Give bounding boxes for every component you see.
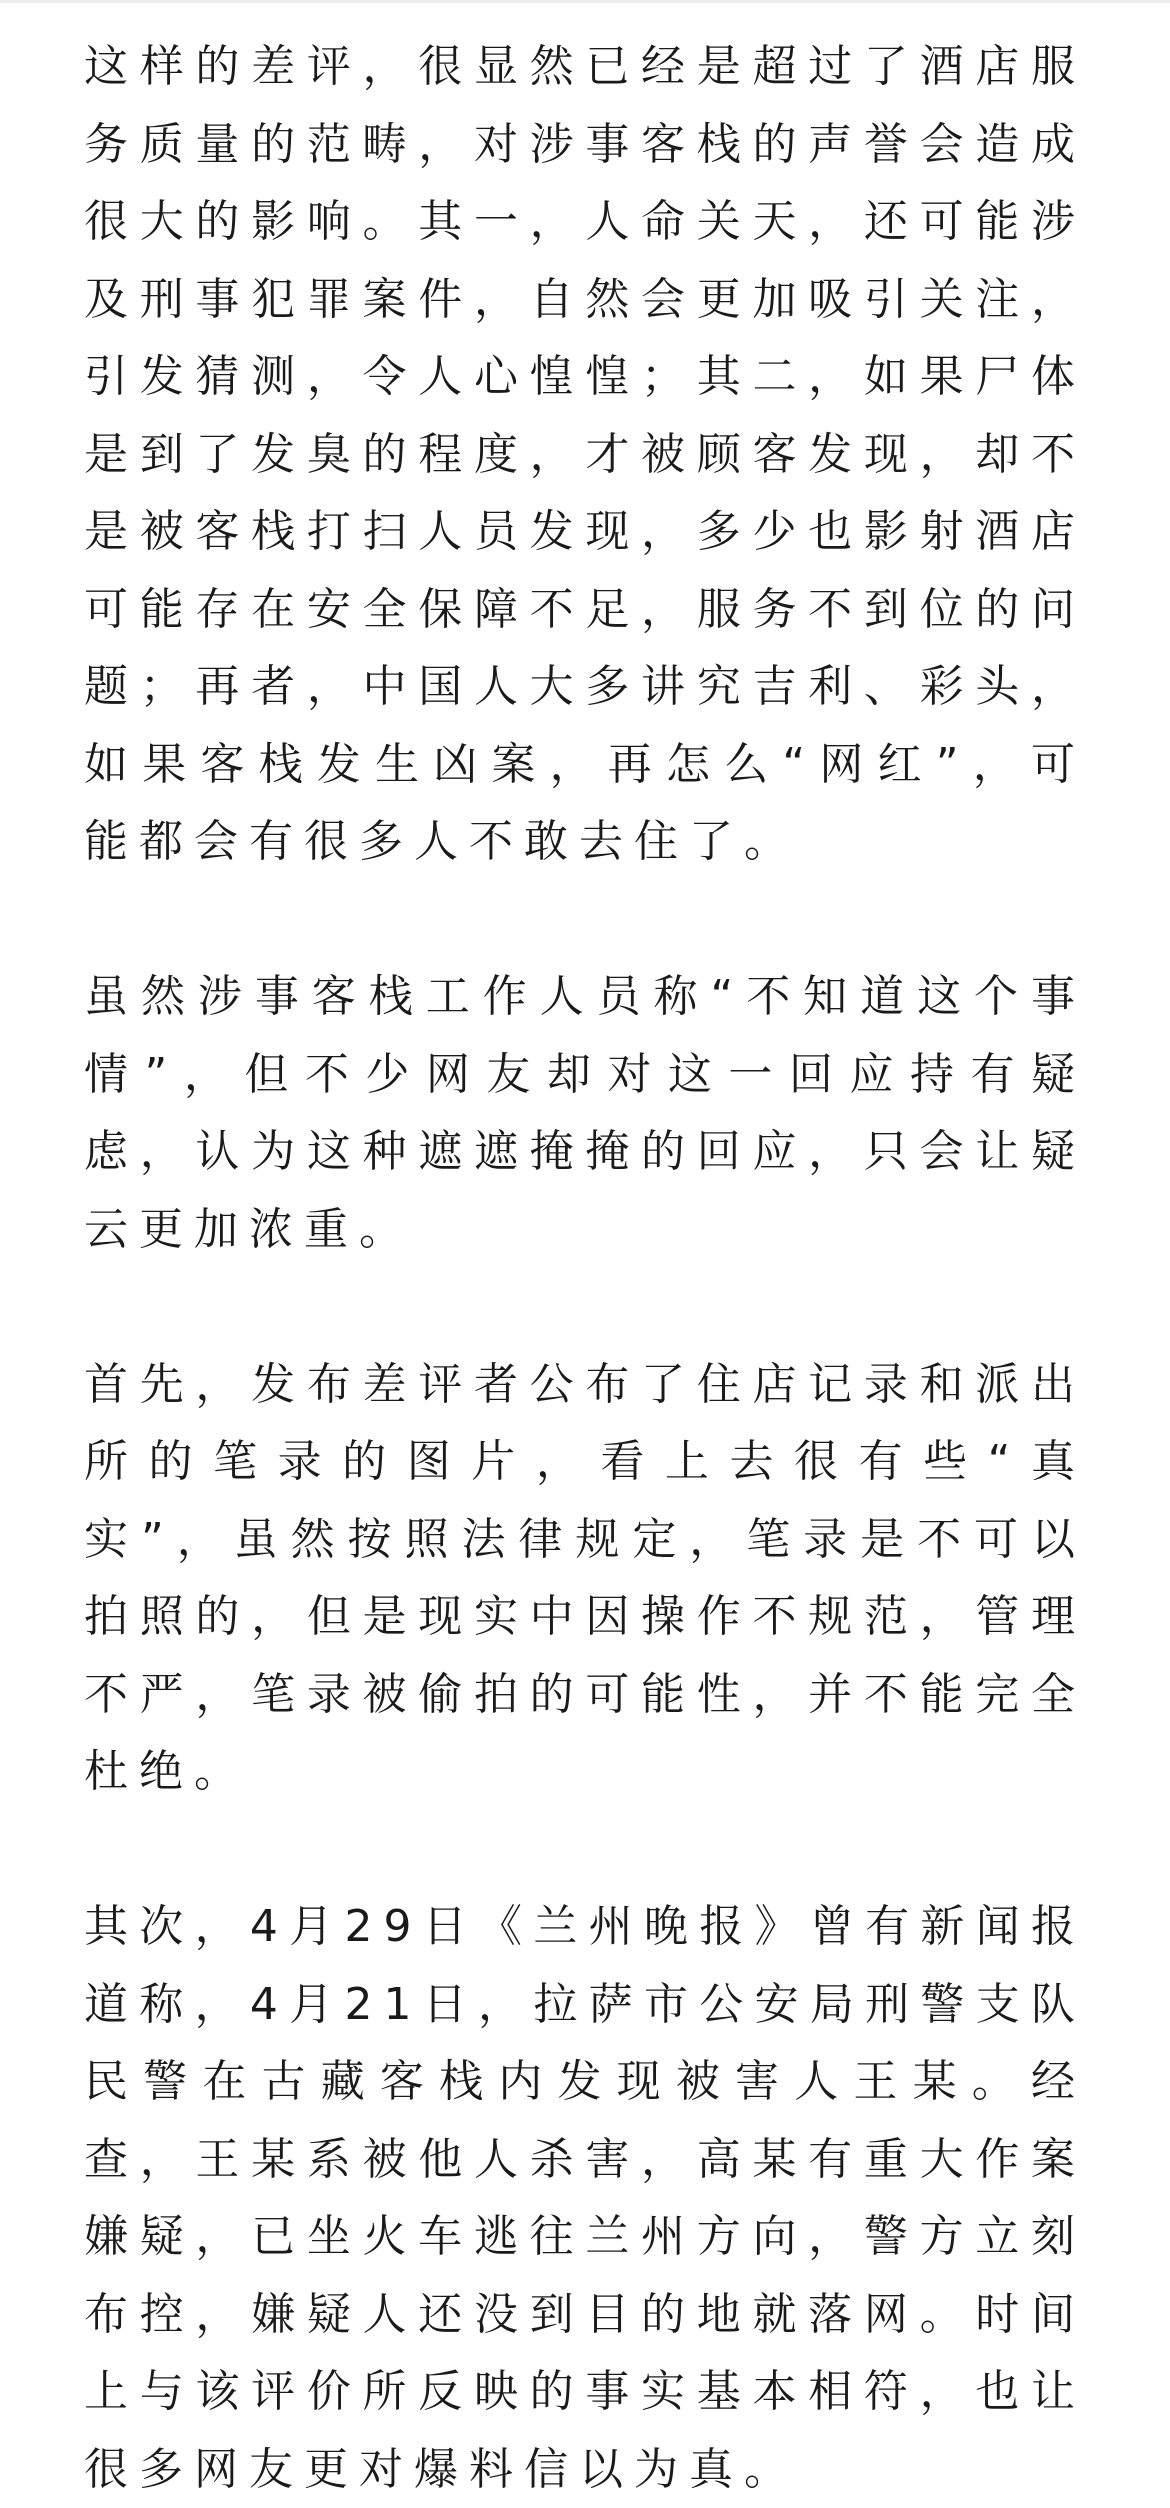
article-paragraph-1: 这样的差评，很显然已经是超过了酒店服务质量的范畴，对涉事客栈的声誉会造成很大的影响。其一，人命关天，还可能涉及刑事犯罪案件，自然会更加吸引关注，引发猜测，令人心惶惶；其二，如果尸体是到了发臭的程度，才被顾客发现，却不是被客栈打扫人员发现，多少也影射酒店可能存在安全保障不足，服务不到位的问题；再者，中国人大多讲究吉利、彩头，如果客栈发生凶案，再怎么“网红”，可能都会有很多人不敢去住了。 [84,41,1086,867]
top-divider [0,0,1170,3]
article-paragraph-2: 虽然涉事客栈工作人员称“不知道这个事情”，但不少网友却对这一回应持有疑虑，认为这种遮遮掩掩的回应，只会让疑云更加浓重。 [84,971,1086,1255]
article-paragraph-4: 其次，4月29日《兰州晚报》曾有新闻报道称，4月21日，拉萨市公安局刑警支队民警在古藏客栈内发现被害人王某。经查，王某系被他人杀害，高某有重大作案嫌疑，已坐火车逃往兰州方向，警方立刻布控，嫌疑人还没到目的地就落网。时间上与该评价所反映的事实基本相符，也让很多网友更对爆料信以为真。 [84,1901,1086,2495]
article-paragraph-3: 首先，发布差评者公布了住店记录和派出所的笔录的图片，看上去很有些“真实”，虽然按照法律规定，笔录是不可以拍照的，但是现实中因操作不规范，管理不严，笔录被偷拍的可能性，并不能完全杜绝。 [84,1358,1086,1797]
article-body [84,28,1086,2508]
